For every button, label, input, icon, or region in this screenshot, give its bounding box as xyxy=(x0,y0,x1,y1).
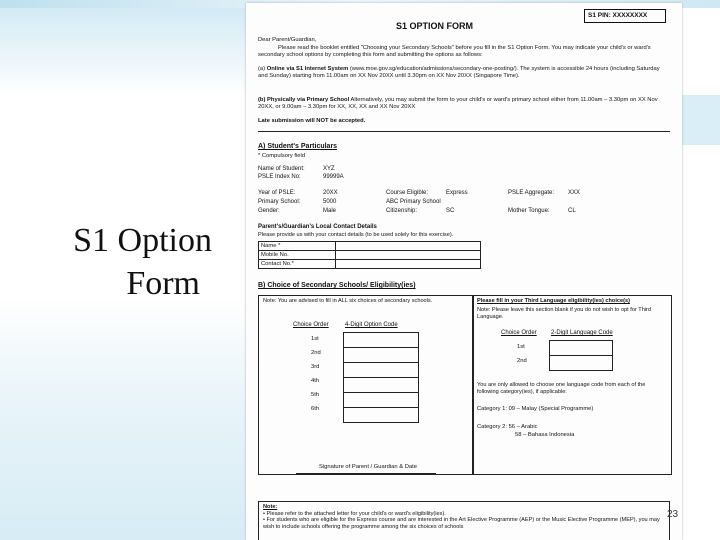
slide-right-accent xyxy=(682,95,720,145)
table-row xyxy=(550,356,613,371)
table-row xyxy=(259,260,481,269)
lang-code-input-2[interactable] xyxy=(550,356,613,371)
contact-mobile-input[interactable] xyxy=(336,251,481,260)
name-value: XYZ xyxy=(323,166,335,172)
third-language-box xyxy=(472,295,672,475)
option-code-input-1[interactable] xyxy=(344,333,419,348)
contact-table xyxy=(258,241,481,269)
name-label: Name of Student: xyxy=(258,166,305,172)
option-code-header: 4-Digit Option Code xyxy=(345,322,398,328)
school-choices-note: Note: You are advised to fill in ALL six choices of secondary schools. xyxy=(263,298,433,304)
option-b-title: Physically via Primary School xyxy=(267,97,350,103)
signature-label: Signature of Parent / Guardian & Date xyxy=(319,464,417,470)
table-row xyxy=(344,348,419,363)
aggregate-label: PSLE Aggregate: xyxy=(508,190,555,196)
note-1: • Please refer to the attached letter for your child's or ward's eligibility(ies). xyxy=(263,510,446,517)
option-a-title: Online via S1 Internet System xyxy=(266,66,349,72)
contact-name-input[interactable] xyxy=(336,242,481,251)
table-row xyxy=(344,363,419,378)
table-row xyxy=(344,378,419,393)
psle-index-label: PSLE Index No: xyxy=(258,174,301,180)
lang-code-input-1[interactable] xyxy=(550,341,613,356)
category-2-bahasa: 58 – Bahasa Indonesia xyxy=(515,432,575,438)
table-row xyxy=(259,251,481,260)
aggregate-value: XXX xyxy=(568,190,581,196)
contact-number-input[interactable] xyxy=(336,260,481,269)
lang-order-2: 2nd xyxy=(517,358,527,364)
citizenship-value: SC xyxy=(446,208,455,214)
table-row xyxy=(550,341,613,356)
mother-tongue-value: CL xyxy=(568,208,576,214)
pin-box: S1 PIN: XXXXXXXX xyxy=(584,9,666,23)
option-code-input-3[interactable] xyxy=(344,363,419,378)
option-code-input-2[interactable] xyxy=(344,348,419,363)
table-row xyxy=(344,408,419,423)
late-submission-note: Late submission will NOT be accepted. xyxy=(258,118,366,124)
divider xyxy=(258,131,670,132)
table-row xyxy=(259,242,481,251)
option-code-input-5[interactable] xyxy=(344,393,419,408)
third-language-title: Please fill in your Third Language eligibility(ies) choice(s) xyxy=(477,298,630,304)
table-row xyxy=(344,333,419,348)
note-2-text: For students who are eligible for the Express course and are interested in the Art Elective Programme (AEP) or the Music Elective Programme (MEP), you may wish to include schools offering the programme among the six choices of schools xyxy=(263,517,660,531)
notes-title: Note: xyxy=(263,504,278,510)
notes-box xyxy=(258,501,670,540)
option-a-text: (www.moe.gov.sg/education/admissions/secondary-one-posting/). The system is accessible 24 hours (including Saturday and Sunday) starting from 11.00am on XX Nov 20XX until 3.30pm on XX Nov 20XX (Singapore Time). xyxy=(258,66,660,79)
primary-school-code: 5000 xyxy=(323,199,337,205)
table-row xyxy=(344,393,419,408)
page-number: 23 xyxy=(667,509,679,520)
option-b-text: Alternatively, you may submit the form to your child's or ward's primary school either from 11.00am – 3.30pm on XX Nov 20XX, or 9.00am – 3.30pm for XX, XX, XX and XX Nov 20XX xyxy=(258,97,658,110)
choice-order-6: 6th xyxy=(311,406,320,412)
option-b xyxy=(258,97,668,111)
primary-school-name: ABC Primary School xyxy=(386,199,441,205)
year-label: Year of PSLE: xyxy=(258,190,296,196)
note-1-text: Please refer to the attached letter for your child's or ward's eligibility(ies). xyxy=(266,510,446,517)
category-2-arabic: Category 2: 56 – Arabic xyxy=(477,424,538,430)
option-a-label: (a) xyxy=(258,66,266,72)
lang-choice-order-header: Choice Order xyxy=(501,330,537,336)
compulsory-note: * Compulsory field xyxy=(258,153,306,159)
citizenship-label: Citizenship: xyxy=(386,208,418,214)
signature-line xyxy=(296,473,436,474)
option-b-label: (b) xyxy=(258,97,266,103)
form-title: S1 OPTION FORM xyxy=(396,21,474,31)
contact-number-label: Contact No.* xyxy=(259,260,336,269)
slide-title-line2: Form xyxy=(126,265,200,302)
option-a xyxy=(258,66,668,80)
primary-school-label: Primary School: xyxy=(258,199,301,205)
contact-name-label: Name * xyxy=(259,242,336,251)
gender-label: Gender: xyxy=(258,208,280,214)
gender-value: Male xyxy=(323,208,337,214)
choice-order-header: Choice Order xyxy=(293,322,329,328)
third-language-note: Note: Please leave this section blank if you do not wish to opt for Third Language. xyxy=(477,307,652,320)
course-label: Course Eligible: xyxy=(386,190,429,196)
choice-order-2: 2nd xyxy=(311,350,321,356)
note-2: • For students who are eligible for the Express course and are interested in the Art Elective Programme (AEP) or the Music Elective Programme (MEP), you may wish to include schools offering the programme among the six choices of schools xyxy=(263,517,660,531)
option-code-table xyxy=(343,332,419,423)
section-b-title: B) Choice of Secondary Schools/ Eligibility(ies) xyxy=(258,282,416,289)
choice-order-3: 3rd xyxy=(311,364,320,370)
slide-title-line1: S1 Option xyxy=(73,222,212,259)
lang-instruction: You are only allowed to choose one language code from each of the following category(ies), if applicable: xyxy=(477,382,646,395)
choice-order-1: 1st xyxy=(311,336,319,342)
contact-note: Please provide us with your contact details (to be used solely for this exercise). xyxy=(258,232,454,238)
year-value: 20XX xyxy=(323,190,338,196)
scanned-option-form xyxy=(246,3,682,540)
contact-mobile-label: Mobile No. xyxy=(259,251,336,260)
school-choices-box xyxy=(258,295,474,475)
lang-code-header: 2-Digit Language Code xyxy=(551,330,613,336)
course-value: Express xyxy=(446,190,468,196)
option-code-input-6[interactable] xyxy=(344,408,419,423)
psle-index-value: 99999A xyxy=(323,174,344,180)
category-1: Category 1: 09 – Malay (Special Programme) xyxy=(477,406,594,412)
mother-tongue-label: Mother Tongue: xyxy=(508,208,550,214)
contact-title: Parent's/Guardian's Local Contact Details xyxy=(258,224,377,230)
section-a-title: A) Student's Particulars xyxy=(258,143,338,150)
lang-order-1: 1st xyxy=(517,344,525,350)
choice-order-4: 4th xyxy=(311,378,320,384)
choice-order-5: 5th xyxy=(311,392,320,398)
lang-code-table xyxy=(549,340,613,371)
option-code-input-4[interactable] xyxy=(344,378,419,393)
intro-paragraph: Please read the booklet entitled "Choosing your Secondary Schools" before you fill in the S1 Option Form. You may indicate your child's or ward's secondary school options by completing this form and submitting the options as follows: xyxy=(258,45,651,58)
greeting: Dear Parent/Guardian, xyxy=(258,37,317,43)
